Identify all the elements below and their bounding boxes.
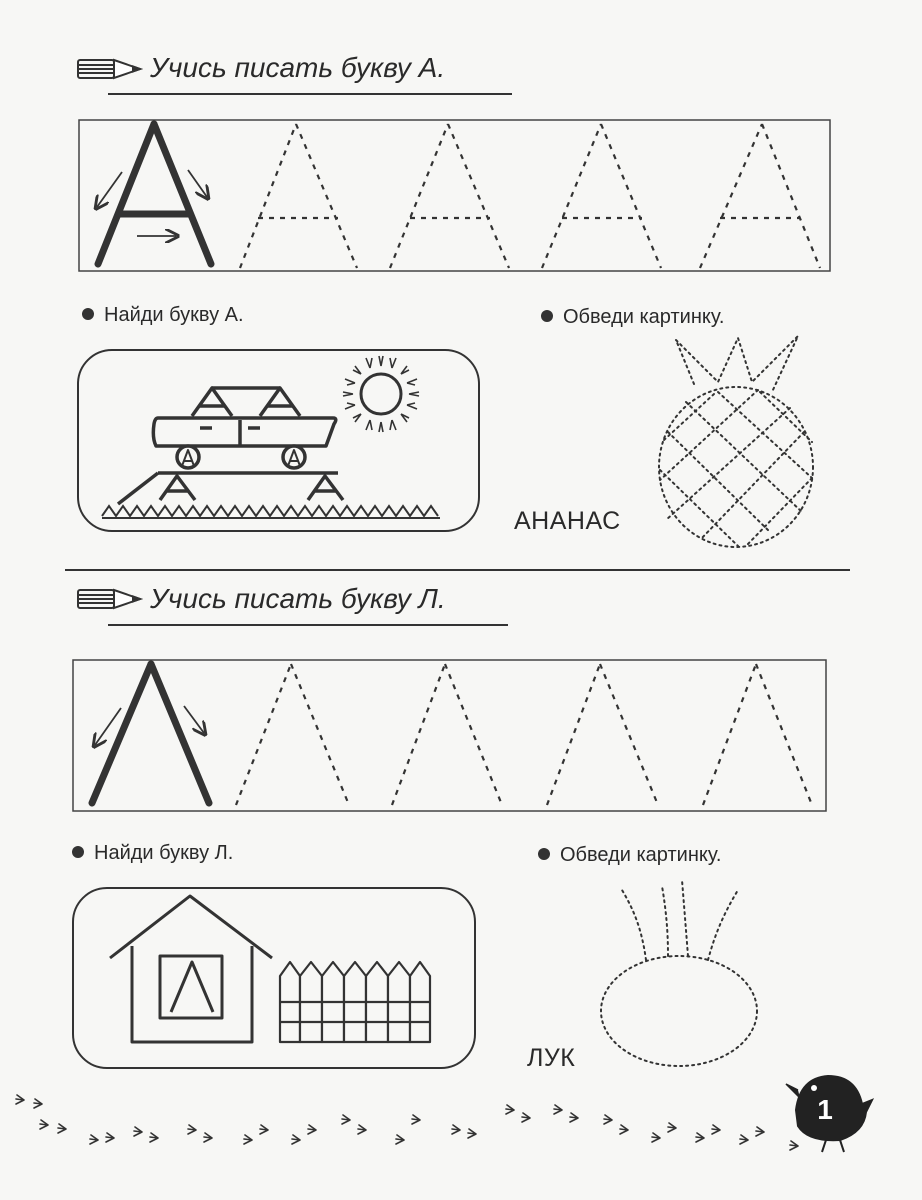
- page-number: 1: [817, 1094, 833, 1125]
- find-letter-label: Найди букву А.: [104, 304, 244, 326]
- bullet-icon: [72, 846, 84, 858]
- pencil-icon: [78, 590, 140, 608]
- sun-illustration: [343, 356, 419, 432]
- car-illustration: [118, 388, 343, 504]
- pencil-icon: [78, 60, 140, 78]
- dotted-letters-a: [240, 124, 820, 268]
- fence-illustration: [280, 962, 430, 1042]
- onion-trace-illustration: [601, 880, 757, 1066]
- house-illustration: [110, 896, 272, 1042]
- grass-zigzag: [102, 506, 438, 516]
- letter-l-model: [92, 664, 209, 803]
- trace-picture-instruction-a: [541, 306, 724, 329]
- find-letter-instruction-a: [82, 304, 244, 327]
- tracing-box-l: [73, 660, 826, 811]
- bird-footprints: [16, 1095, 798, 1150]
- trace-picture-instruction-l: [538, 844, 721, 867]
- picture-word-l: ЛУК: [527, 1044, 576, 1072]
- bullet-icon: [82, 308, 94, 320]
- find-letter-label: Найди букву Л.: [94, 842, 234, 864]
- find-letter-instruction-l: [72, 842, 233, 865]
- tracing-box-a: [79, 120, 830, 271]
- stroke-direction-arrows: [95, 706, 204, 745]
- section-title-a: Учись писать букву А.: [150, 52, 446, 83]
- dotted-letters-l: [236, 664, 812, 805]
- letter-a-model: [98, 124, 211, 264]
- picture-word-a: АНАНАС: [514, 507, 621, 535]
- bullet-icon: [541, 310, 553, 322]
- trace-picture-label: Обведи картинку.: [563, 306, 725, 328]
- pineapple-trace-illustration: [659, 336, 813, 547]
- section-title-l: Учись писать букву Л.: [150, 583, 446, 614]
- trace-picture-label: Обведи картинку.: [560, 844, 722, 866]
- bullet-icon: [538, 848, 550, 860]
